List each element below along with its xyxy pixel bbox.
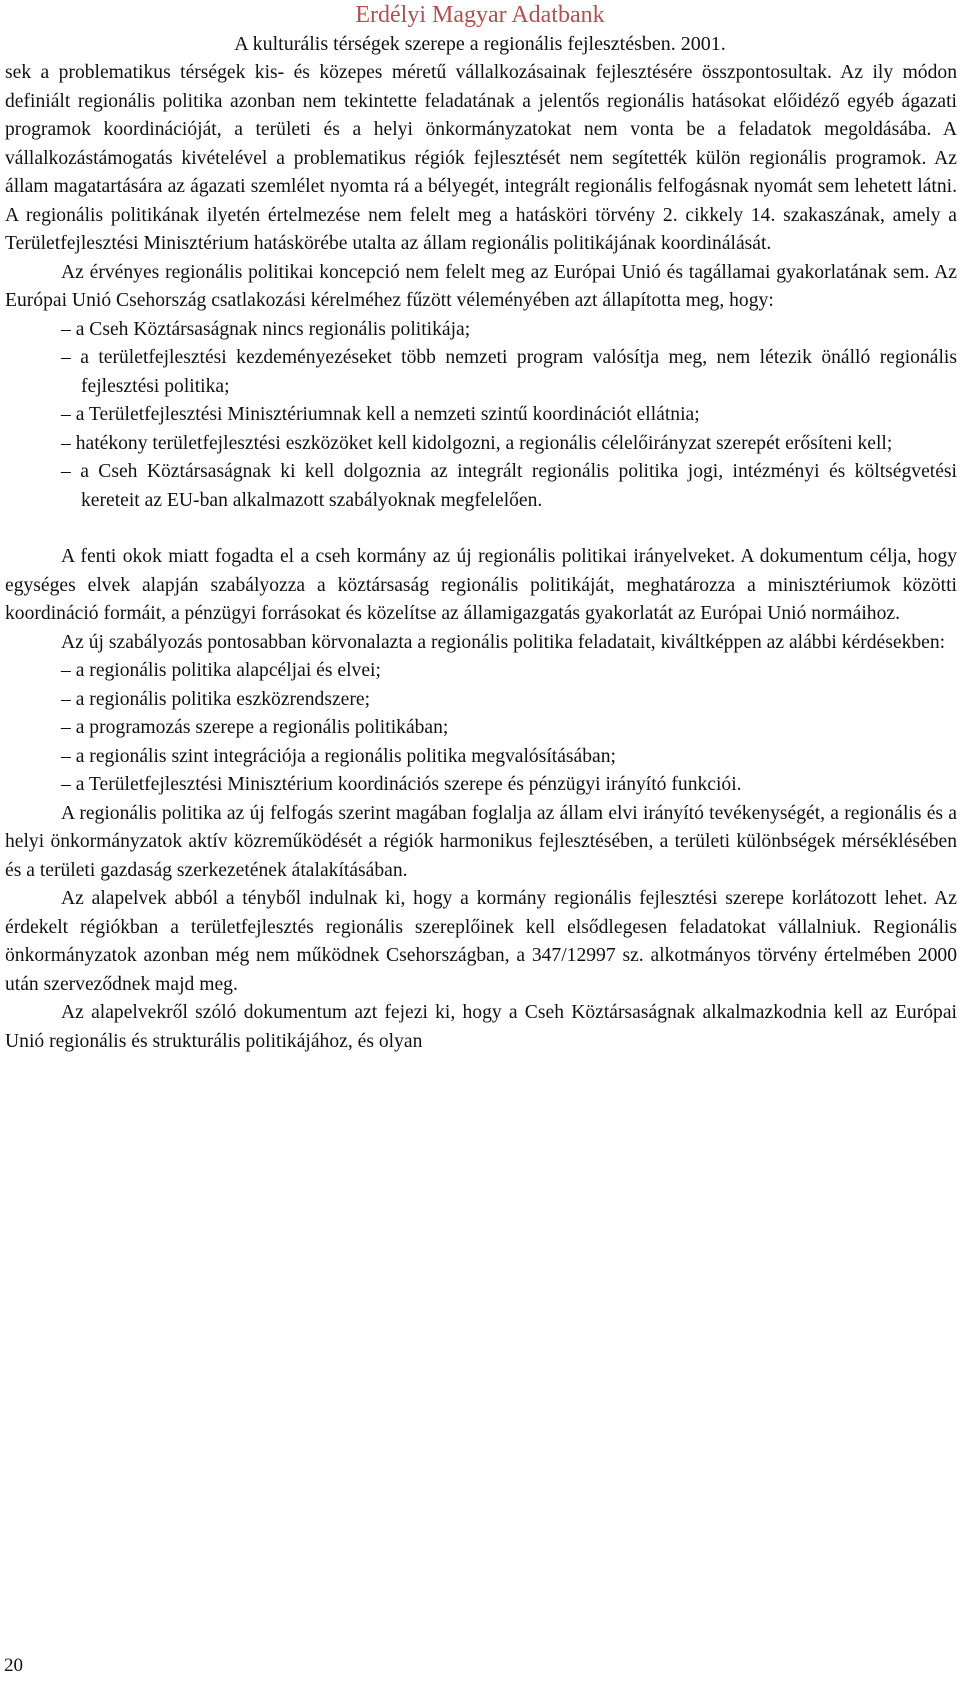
- list-item: – a regionális politika alapcéljai és elvei;: [61, 660, 381, 681]
- list-item: – a regionális szint integrációja a regionális politika megvalósításában;: [61, 745, 616, 767]
- paragraph-4: Az új szabályozás pontosabban körvonalazta a regionális politika feladatait, kiváltképpen az alábbi kérdésekben:: [61, 631, 946, 653]
- paragraph-1: sek a problematikus térségek kis- és közepes méretű vállalkozásainak fejlesztésére összpontosultak. Az ily módon definiált regionális politika azonban nem tekintette feladatának a jelentős regionális hatásokat előidéző egyéb ágazati programok koordinációját, a területi és a helyi önkormányzatokat nem vonta be a feladatok megoldásába. A vállalkozástámogatás kivételével a problematikus régiók fejlesztését nem segítették külön regionális programok. Az állam magatartására az ágazati szemlélet nyomta rá a bélyegét, integrált regionális felfogásnak nyomát sem lehetett látni. A regionális politikának ilyetén értelmezése nem felelt meg a hatásköri törvény 2. cikkely 14. szakaszának, amely a Területfejlesztési Minisztérium hatáskörébe utalta az állam regionális politikájának koordinálását.: [5, 62, 957, 254]
- list-item: – a területfejlesztési kezdeményezéseket több nemzeti program valósítja meg, nem létezik önálló regionális fejlesztési politika;: [61, 347, 957, 397]
- list-item: – a Cseh Köztársaságnak nincs regionális politikája;: [61, 318, 471, 340]
- site-title[interactable]: Erdélyi Magyar Adatbank: [355, 2, 605, 28]
- list-item: – hatékony területfejlesztési eszközöket kell kidolgozni, a regionális célelőirányzat szerepét erősíteni kell;: [61, 432, 893, 454]
- list-item: – a Cseh Köztársaságnak ki kell dolgoznia az integrált regionális politika jogi, intézményi és költségvetési kereteit az EU-ban alkalmazott szabályoknak megfelelően.: [61, 461, 957, 511]
- paragraph-3: A fenti okok miatt fogadta el a cseh kormány az új regionális politikai irányelveket. A dokumentum célja, hogy egységes elvek alapján szabályozza a köztársaság regionális politikáját, meghatározza a minisztériumok közötti koordináció formáit, a pénzügyi forrásokat és közelítse az államigazgatás gyakorlatát az Európai Unió normáihoz.: [5, 546, 957, 624]
- paragraph-5: A regionális politika az új felfogás szerint magában foglalja az állam elvi irányító tevékenységét, a regionális és a helyi önkormányzatok aktív közreműködését a régiók harmonikus fejlesztésében, a területi különbségek mérséklésében és a területi gazdaság szerkezetének átalakításában.: [5, 802, 957, 881]
- page-number: 20: [4, 1655, 23, 1676]
- list-item: – a programozás szerepe a regionális politikában;: [61, 717, 449, 738]
- paragraph-7: Az alapelvekről szóló dokumentum azt fejezi ki, hogy a Cseh Köztársaságnak alkalmazkodnia kell az Európai Unió regionális és strukturális politikájához, és olyan: [5, 1002, 957, 1052]
- paragraph-2: Az érvényes regionális politikai koncepció nem felelt meg az Európai Unió és tagállamai gyakorlatának sem. Az Európai Unió Csehország csatlakozási kérelméhez fűzött véleményében azt állapította meg, hogy:: [5, 261, 957, 311]
- paragraph-gap: [5, 515, 957, 543]
- list-item: – a Területfejlesztési Minisztérium koordinációs szerepe és pénzügyi irányító funkciói.: [61, 774, 742, 795]
- paragraph-6: Az alapelvek abból a tényből indulnak ki, hogy a kormány regionális fejlesztési szerepe korlátozott lehet. Az érdekelt régiókban a területfejlesztés regionális szereplőinek kell elsődlegesen feladatokat vállalniuk. Regionális önkormányzatok azonban még nem működnek Csehországban, a 347/12997 sz. alkotmányos törvény értelmében 2000 után szerveződnek majd meg.: [5, 888, 957, 995]
- document-body: [5, 59, 957, 1056]
- list-item: – a regionális politika eszközrendszere;: [61, 688, 371, 710]
- publication-title: A kulturális térségek szerepe a regionális fejlesztésben. 2001.: [234, 33, 726, 55]
- list-item: – a Területfejlesztési Minisztériumnak kell a nemzeti szintű koordinációt ellátnia;: [61, 404, 700, 425]
